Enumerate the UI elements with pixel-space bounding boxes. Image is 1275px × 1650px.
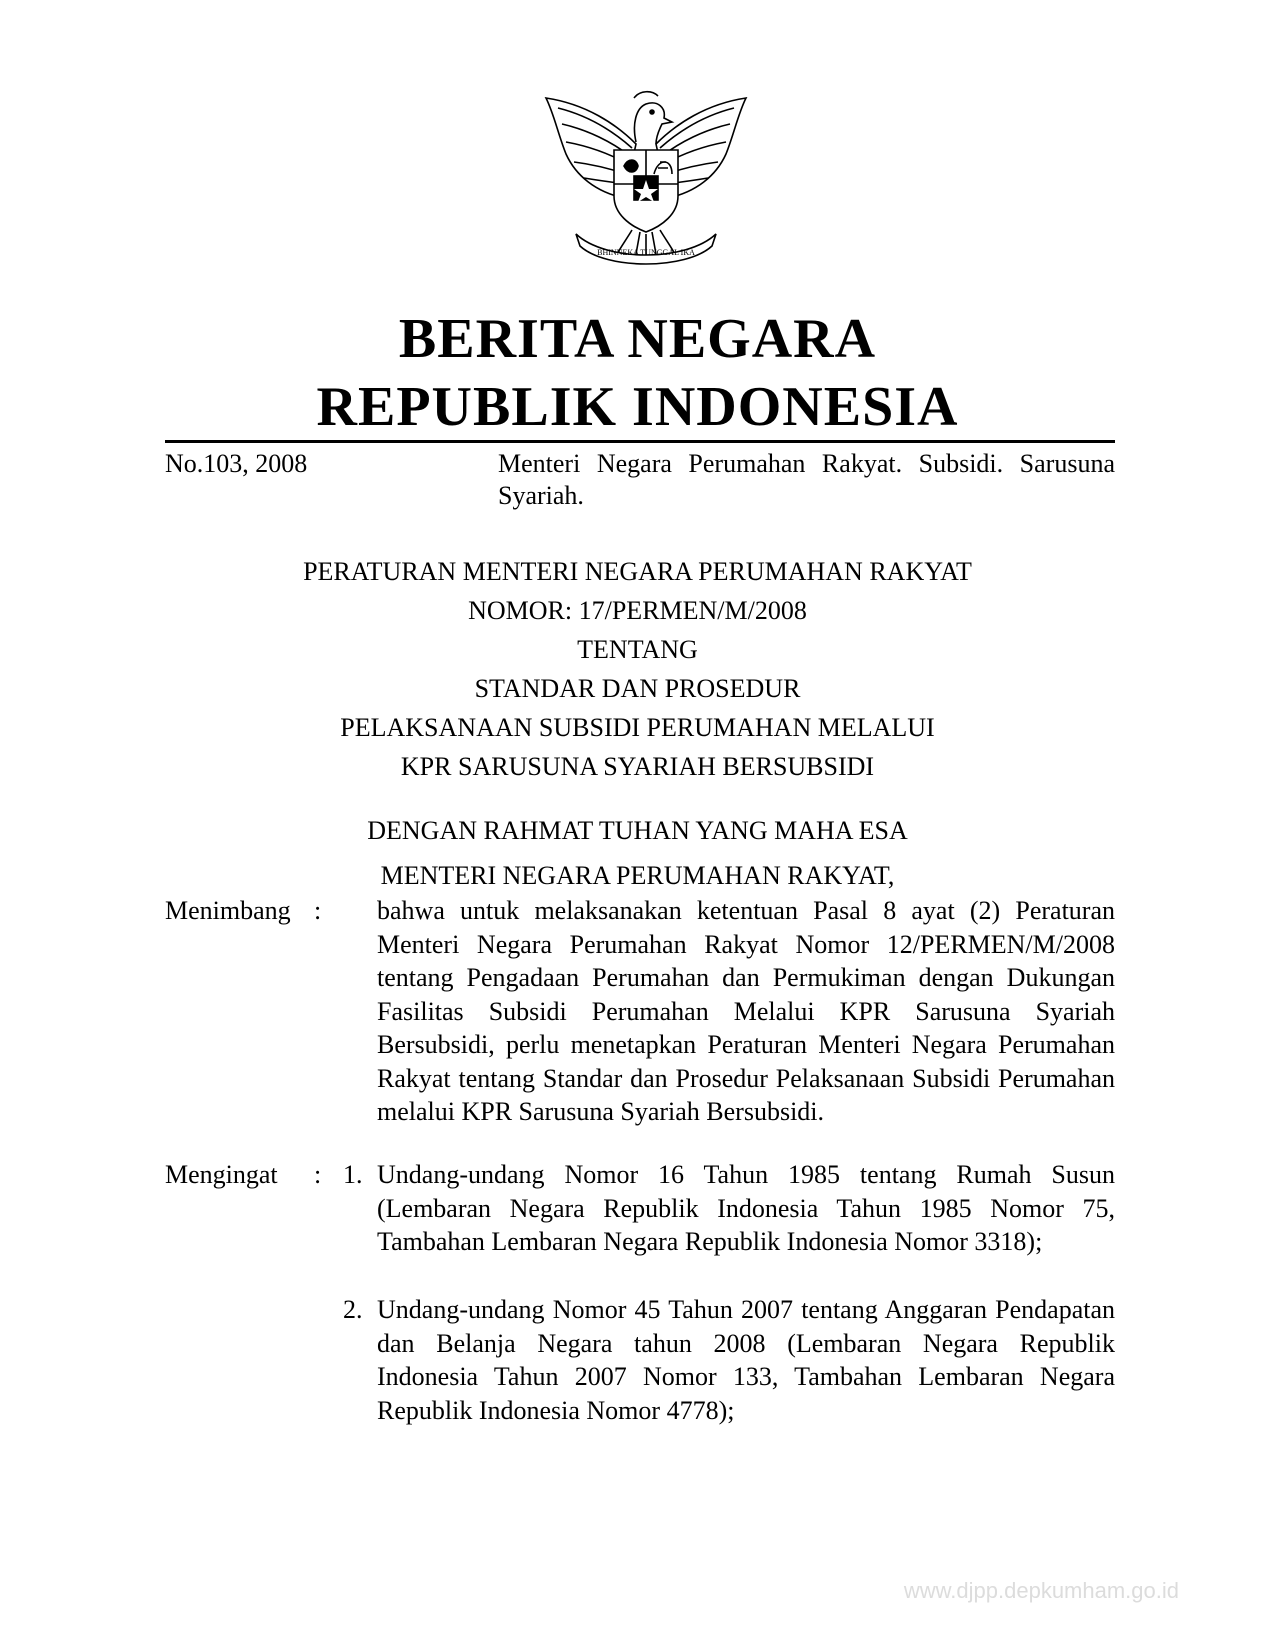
opening-line: MENTERI NEGARA PERUMAHAN RAKYAT, (380, 861, 895, 890)
opening-line: DENGAN RAHMAT TUHAN YANG MAHA ESA (367, 816, 908, 845)
title-line: PELAKSANAAN SUBSIDI PERUMAHAN MELALUI (340, 713, 935, 742)
emblem-motto: BHINNEKA TUNGGAL IKA (597, 248, 695, 257)
garuda-emblem-icon (536, 84, 756, 274)
mengingat-item-number: 1. (343, 1160, 363, 1189)
mengingat-colon: : (314, 1160, 322, 1189)
title-line: KPR SARUSUNA SYARIAH BERSUBSIDI (400, 752, 875, 781)
mengingat-item-text: Undang-undang Nomor 45 Tahun 2007 tentang Anggaran Pendapatan dan Belanja Negara tahun 2008 (Lembaran Negara Republik Indonesia Tahun 2007 Nomor 133, Tambahan Lembaran Negara Republik Indonesia Nomor 4778); (377, 1295, 1115, 1425)
issue-subject: Menteri Negara Perumahan Rakyat. Subsidi. Sarusuna Syariah. (498, 449, 1115, 510)
issue-number: No.103, 2008 (165, 449, 308, 478)
opening-formula (0, 808, 1275, 898)
title-line: TENTANG (577, 635, 698, 664)
regulation-title (0, 552, 1275, 786)
masthead-title: BERITA NEGARA (398, 308, 877, 370)
masthead-rule (165, 440, 1115, 443)
mengingat-item-number: 2. (343, 1295, 363, 1324)
title-line: STANDAR DAN PROSEDUR (474, 674, 801, 703)
watermark-url: www.djpp.depkumham.go.id (903, 1578, 1179, 1603)
mengingat-label: Mengingat (165, 1160, 278, 1189)
menimbang-text: bahwa untuk melaksanakan ketentuan Pasal 8 ayat (2) Peraturan Menteri Negara Perumahan Rakyat Nomor 12/PERMEN/M/2008 tentang Pengadaan Perumahan dan Permukiman dengan Dukungan Fasilitas Subsidi Perumahan Melalui KPR Sarusuna Syariah Bersubsidi, perlu menetapkan Peraturan Menteri Negara Perumahan Rakyat tentang Standar dan Prosedur Pelaksanaan Subsidi Perumahan melalui KPR Sarusuna Syariah Bersubsidi. (377, 896, 1115, 1126)
menimbang-colon: : (314, 896, 322, 925)
title-line: NOMOR: 17/PERMEN/M/2008 (468, 596, 807, 625)
menimbang-label: Menimbang (165, 896, 291, 925)
title-line: PERATURAN MENTERI NEGARA PERUMAHAN RAKYAT (303, 557, 972, 586)
masthead-subtitle: REPUBLIK INDONESIA (316, 376, 959, 438)
mengingat-item-text: Undang-undang Nomor 16 Tahun 1985 tentang Rumah Susun (Lembaran Negara Republik Indonesia Tahun 1985 Nomor 75, Tambahan Lembaran Negara Republik Indonesia Nomor 3318); (377, 1160, 1115, 1256)
